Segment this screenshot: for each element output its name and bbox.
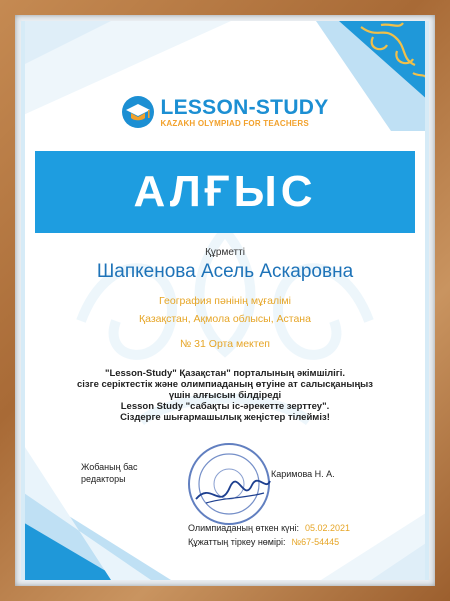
chief-editor-label: Жобаның бас редакторы [81,462,138,484]
message-line: үшін алғысын білдіреді [168,390,282,401]
date-value: 05.02.2021 [305,523,351,533]
message-line: Lesson Study "сабақты іс-әрекетте зерттеу". [120,401,330,412]
registration-value: №67-54445 [291,537,340,547]
certificate-paper [21,21,429,580]
registration-label: Құжаттың тіркеу нөмірі: [188,537,286,547]
honorific: Құрметті [205,247,245,258]
signatory-name: Каримова Н. А. [271,469,335,479]
recipient-address: Қазақстан, Ақмола облысы, Астана [139,313,311,325]
recipient-position: География пәнінің мұғалімі [159,295,291,307]
certificate-title: АЛҒЫС [133,167,317,216]
title-banner [35,151,415,233]
graduation-cap-icon [121,95,155,129]
date-label: Олимпиаданың өткен күні: [188,523,299,533]
lesson-study-logo [21,95,429,129]
message-line: сізге серіктестік және олимпиаданың өтуіне ат салысқаныңыз [76,379,374,390]
logo-tagline: KAZAKH OLYMPIAD FOR TEACHERS [160,118,309,128]
recipient-name: Шапкенова Асель Аскаровна [96,261,354,282]
registration-row [188,537,339,547]
recipient-school: № 31 Орта мектеп [180,338,270,350]
logo-name: LESSON-STUDY [160,95,329,119]
certificate-mat [15,15,435,586]
message-line: "Lesson-Study" Қазақстан" порталының әкімшілігі. [104,368,346,379]
message-line: Сіздерге шығармашылық жеңістер тілейміз! [120,412,330,423]
gratitude-message [61,368,389,423]
stamp-icon [186,441,272,527]
olympiad-date-row [188,523,350,533]
